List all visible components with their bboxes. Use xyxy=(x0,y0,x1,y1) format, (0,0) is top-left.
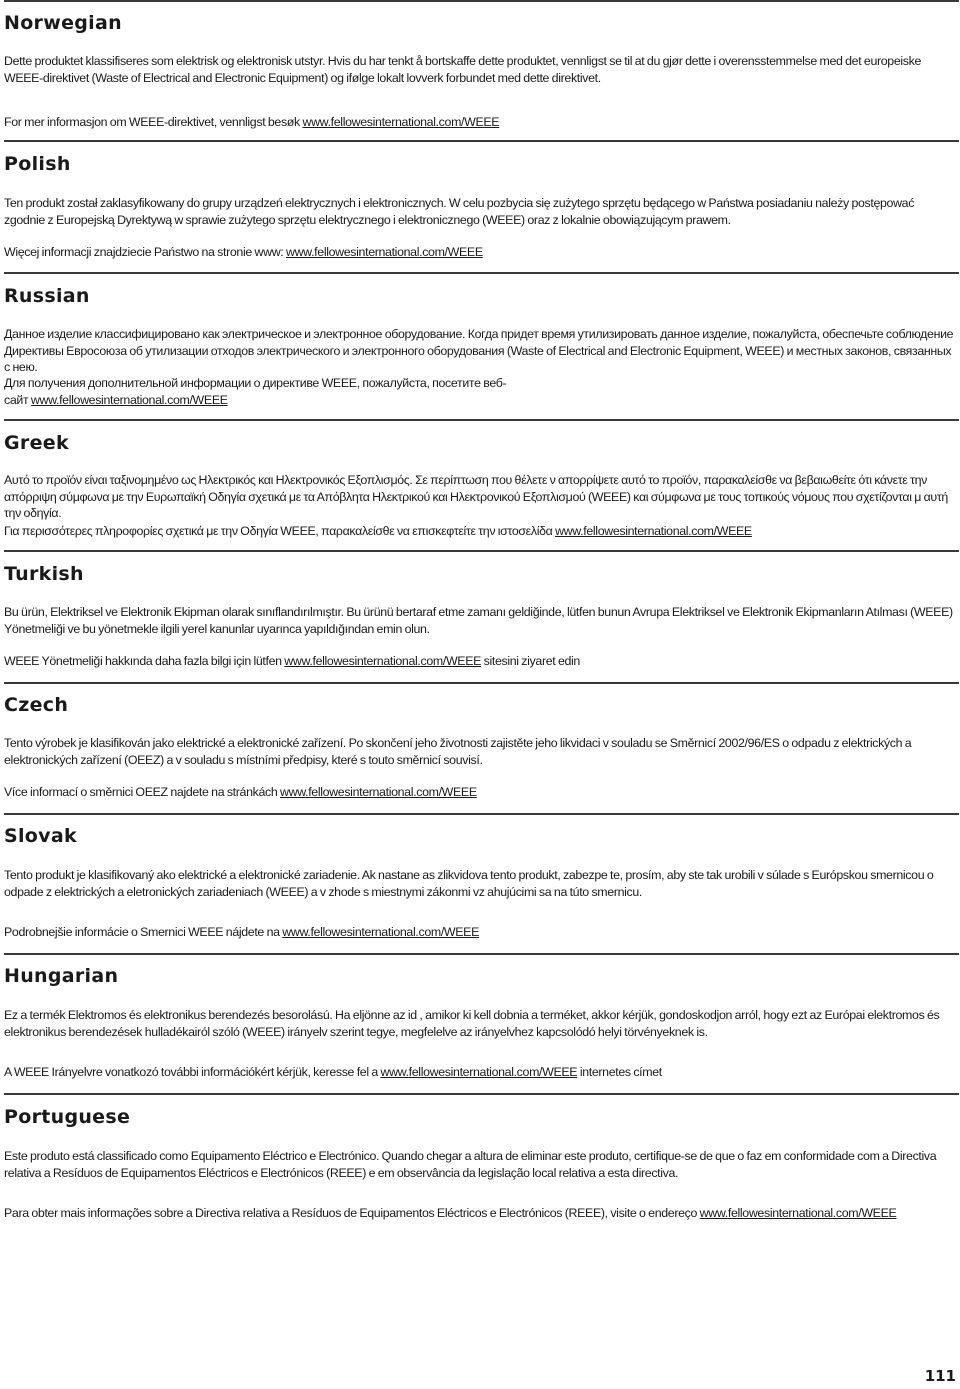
page-number: 111 xyxy=(924,1367,956,1385)
section-body: Ez a termék Elektromos és elektronikus berendezés besorolású. Ha eljönne az id , amikor ki kell dobnia a terméket, akkor kérjük, gondoskodjon arról, hogy ezt az Európai elektromos és elektronikus berendezések hulladékairól szóló (WEEE) irányelv szerint tegye, megfelelve az irányelvhez kapcsolódó helyi törvényeknek is. xyxy=(4,1008,940,1039)
weee-link[interactable]: www.fellowesinternational.com/WEEE xyxy=(282,925,480,939)
section-more-info xyxy=(4,924,956,941)
weee-link[interactable]: www.fellowesinternational.com/WEEE xyxy=(284,654,482,668)
section-heading: Slovak xyxy=(4,825,77,847)
section-heading: Turkish xyxy=(4,563,84,585)
section-divider xyxy=(4,0,959,2)
more-info-text: Více informací o směrnici OEEZ najdete na stránkách xyxy=(4,785,280,799)
section-body: Данное изделие классифицировано как электрическое и электронное оборудование. Когда придет время утилизировать данное изделие, пожалуйста, обеспечьте соблюдение Директивы Евросоюза об утилизации отходов электрического и электронного оборудования (Waste of Electrical and Electronic Equipment, WEEE) и местных законов, связанных с нею. xyxy=(4,327,954,374)
more-info-text: Podrobnejšie informácie o Smernici WEEE nájdete na xyxy=(4,925,283,939)
more-info-text: Для получения дополнительной информации о директиве WEEE, пожалуйста, посетите веб-сайт xyxy=(4,376,507,407)
section-body: Dette produktet klassifiseres som elektrisk og elektronisk utstyr. Hvis du har tenkt å bortskaffe dette produktet, vennligst se til at du gjør dette i overensstemmelse med det europeiske WEEE-direktivet (Waste of Electrical and Electronic Equipment) og ifølge lokalt lovverk forbundet med dette direktivet. xyxy=(4,54,922,85)
section-divider xyxy=(4,550,959,552)
section-body: Este produto está classificado como Equipamento Eléctrico e Electrónico. Quando chegar a altura de eliminar este produto, certifique-se de que o faz em conformidade com a Directiva relativa a Resíduos de Equipamentos Eléctricos e Electrónicos (REEE) e em observância da legislação local relativa a esta directiva. xyxy=(4,1149,937,1180)
more-info-suffix: internetes címet xyxy=(577,1065,662,1079)
section-heading: Polish xyxy=(4,153,71,175)
more-info-text: A WEEE Irányelvre vonatkozó további információkért kérjük, keresse fel a xyxy=(4,1065,381,1079)
weee-link[interactable]: www.fellowesinternational.com/WEEE xyxy=(30,392,228,407)
more-info-text: For mer informasjon om WEEE-direktivet, vennligst besøk xyxy=(4,115,303,129)
weee-link[interactable]: www.fellowesinternational.com/WEEE xyxy=(302,115,500,129)
section-body: Bu ürün, Elektriksel ve Elektronik Ekipman olarak sınıflandırılmıştır. Bu ürünü bertaraf etme zamanı geldiğinde, lütfen bunun Avrupa Elektriksel ve Elektronik Ekipmanların Atılması (WEEE) Yönetmeliği ve bu yönetmekle ilgili yerel kanunlar uyarınca yapıldığından emin olun. xyxy=(4,605,953,636)
section-more-info xyxy=(4,784,956,801)
section-body: Ten produkt został zaklasyfikowany do grupy urządzeń elektrycznych i elektronicznych. W celu pozbycia się zużytego sprzętu będącego w Państwa posiadaniu należy postępować zgodnie z Europejską Dyrektywą w sprawie zużytego sprzętu elektrycznego i elektronicznego (WEEE) oraz z lokalnie obowiązującym prawem. xyxy=(4,196,915,227)
weee-link[interactable]: www.fellowesinternational.com/WEEE xyxy=(380,1065,578,1079)
weee-link[interactable]: www.fellowesinternational.com/WEEE xyxy=(699,1206,897,1220)
section-heading: Russian xyxy=(4,285,90,307)
section-divider xyxy=(4,140,959,142)
section-body: Tento výrobek je klasifikován jako elektrické a elektronické zařízení. Po skončení jeho životnosti zajistěte jeho likvidaci v souladu se Směrnicí 2002/96/ES o odpadu z elektrických a elektronických zařízení (OEEZ) a v souladu s místními předpisy, které s touto směrnicí souvisí. xyxy=(4,736,912,767)
section-divider xyxy=(4,272,959,274)
section-heading: Norwegian xyxy=(4,12,122,34)
more-info-text: Για περισσότερες πληροφορίες σχετικά με την Οδηγία WEEE, παρακαλείσθε να επισκεφτείτε την ιστοσελίδα xyxy=(4,524,556,538)
section-more-info xyxy=(4,1064,956,1081)
more-info-text: Więcej informacji znajdziecie Państwo na stronie www: xyxy=(4,245,286,259)
more-info-suffix: sitesini ziyaret edin xyxy=(481,654,580,668)
section-more-info xyxy=(4,244,956,261)
section-more-info xyxy=(4,114,956,131)
section-divider xyxy=(4,1093,959,1095)
section-divider xyxy=(4,813,959,815)
section-more-info xyxy=(4,523,956,540)
more-info-text: Para obter mais informações sobre a Directiva relativa a Resíduos de Equipamentos Eléctricos e Electrónicos (REEE), visite o endereço xyxy=(4,1206,700,1220)
section-heading: Czech xyxy=(4,694,69,716)
more-info-text: WEEE Yönetmeliği hakkında daha fazla bilgi için lütfen xyxy=(4,654,285,668)
section-more-info xyxy=(4,375,524,408)
section-heading: Greek xyxy=(4,432,69,454)
section-heading: Hungarian xyxy=(4,965,119,987)
section-body: Tento produkt je klasifikovaný ako elektrické a elektronické zariadenie. Ak nastane as zlikvidova tento produkt, zabezpe te, prosím, aby ste tak urobili v súlade s Európskou smernicou o odpade z elektrických a eletronických zariadeniach (WEEE) a v zhode s miestnymi zákonmi vz ahujúcimi sa na túto smernicu. xyxy=(4,868,934,899)
weee-link[interactable]: www.fellowesinternational.com/WEEE xyxy=(285,245,483,259)
section-heading: Portuguese xyxy=(4,1106,131,1128)
section-divider xyxy=(4,419,959,421)
section-body: Αυτό το προϊόν είναι ταξινομημένο ως Ηλεκτρικός και Ηλεκτρονικός Εξοπλισμός. Σε περίπτωση που θέλετε ν απορρίψετε αυτό το προϊόν, παρακαλείσθε να βεβαιωθείτε ότι κάνετε την απόρριψη σύμφωνα με την Ευρωπαϊκή Οδηγία σχετικά με τα Απόβλητα Ηλεκτρικού και Ηλεκτρονικού Εξοπλισμού (WEEE) και σύμφωνα με τους τοπικούς νόμους που σχετίζονται μ αυτή την οδηγία. xyxy=(4,473,948,520)
weee-link[interactable]: www.fellowesinternational.com/WEEE xyxy=(280,785,477,799)
section-more-info xyxy=(4,653,956,670)
section-more-info xyxy=(4,1205,956,1222)
section-divider xyxy=(4,953,959,955)
section-divider xyxy=(4,682,959,684)
weee-link[interactable]: www.fellowesinternational.com/WEEE xyxy=(555,524,752,538)
